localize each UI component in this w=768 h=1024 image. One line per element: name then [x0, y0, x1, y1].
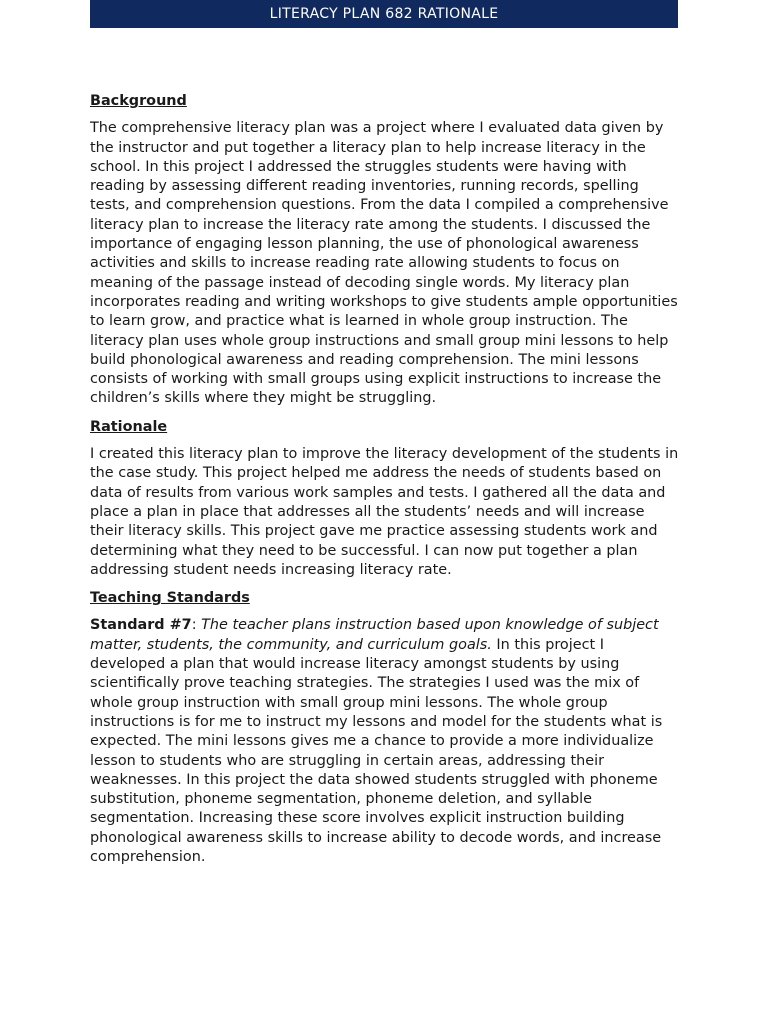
standard-label: Standard #7: [90, 617, 192, 634]
document-body: [90, 92, 682, 876]
background-heading: Background: [90, 93, 187, 109]
document-header: [90, 0, 678, 28]
teaching-standards-heading: Teaching Standards: [90, 590, 250, 607]
rationale-heading: Rationale: [90, 418, 168, 435]
document-title: LITERACY PLAN 682 RATIONALE: [269, 6, 499, 22]
standard-separator: :: [191, 617, 202, 634]
background-paragraph: The comprehensive literacy plan was a project where I evaluated data given by the instructor and put together a literacy plan to help increase literacy in the school. In this project I addressed the struggles students were having with reading by assessing different reading inventories, running records, spelling tests, and comprehension questions. From the data I compiled a comprehensive literacy plan to increase the literacy rate among the students. I discussed the importance of engaging lesson planning, the use of phonological awareness activities and skills to increase reading rate allowing students to focus on meaning of the passage instead of decoding single words. My literacy plan incorporates reading and writing workshops to give students ample opportunities to learn grow, and practice what is learned in whole group instruction. The literacy plan uses whole group instructions and small group mini lessons to help build phonological awareness and reading comprehension. The mini lessons consists of working with small groups using explicit instructions to increase the children’s skills where they might be struggling.: [90, 120, 678, 407]
standard-description: The teacher plans instruction based upon knowledge of subject matter, students, the community, and curriculum goals.: [90, 617, 659, 653]
standard-7-paragraph: [90, 616, 682, 867]
rationale-paragraph: I created this literacy plan to improve the literacy development of the students in the case study. This project helped me address the needs of students based on data of results from various work samples and tests. I gathered all the data and place a plan in place that addresses all the students’ needs and will increase their literacy skills. This project gave me practice assessing students work and determining what they need to be successful. I can now put together a plan addressing student needs increasing literacy rate.: [90, 446, 679, 578]
standard-body: In this project I developed a plan that would increase literacy amongst students by using scientifically prove teaching strategies. The strategies I used was the mix of whole group instruction with small group mini lessons. The whole group instructions is for me to instruct my lessons and model for the students what is expected. The mini lessons gives me a chance to provide a more individualize lesson to students who are struggling in certain areas, addressing their weaknesses. In this project the data showed students struggled with phoneme substitution, phoneme segmentation, phoneme deletion, and syllable segmentation. Increasing these score involves explicit instruction building phonological awareness skills to increase ability to decode words, and increase comprehension.: [90, 636, 663, 865]
